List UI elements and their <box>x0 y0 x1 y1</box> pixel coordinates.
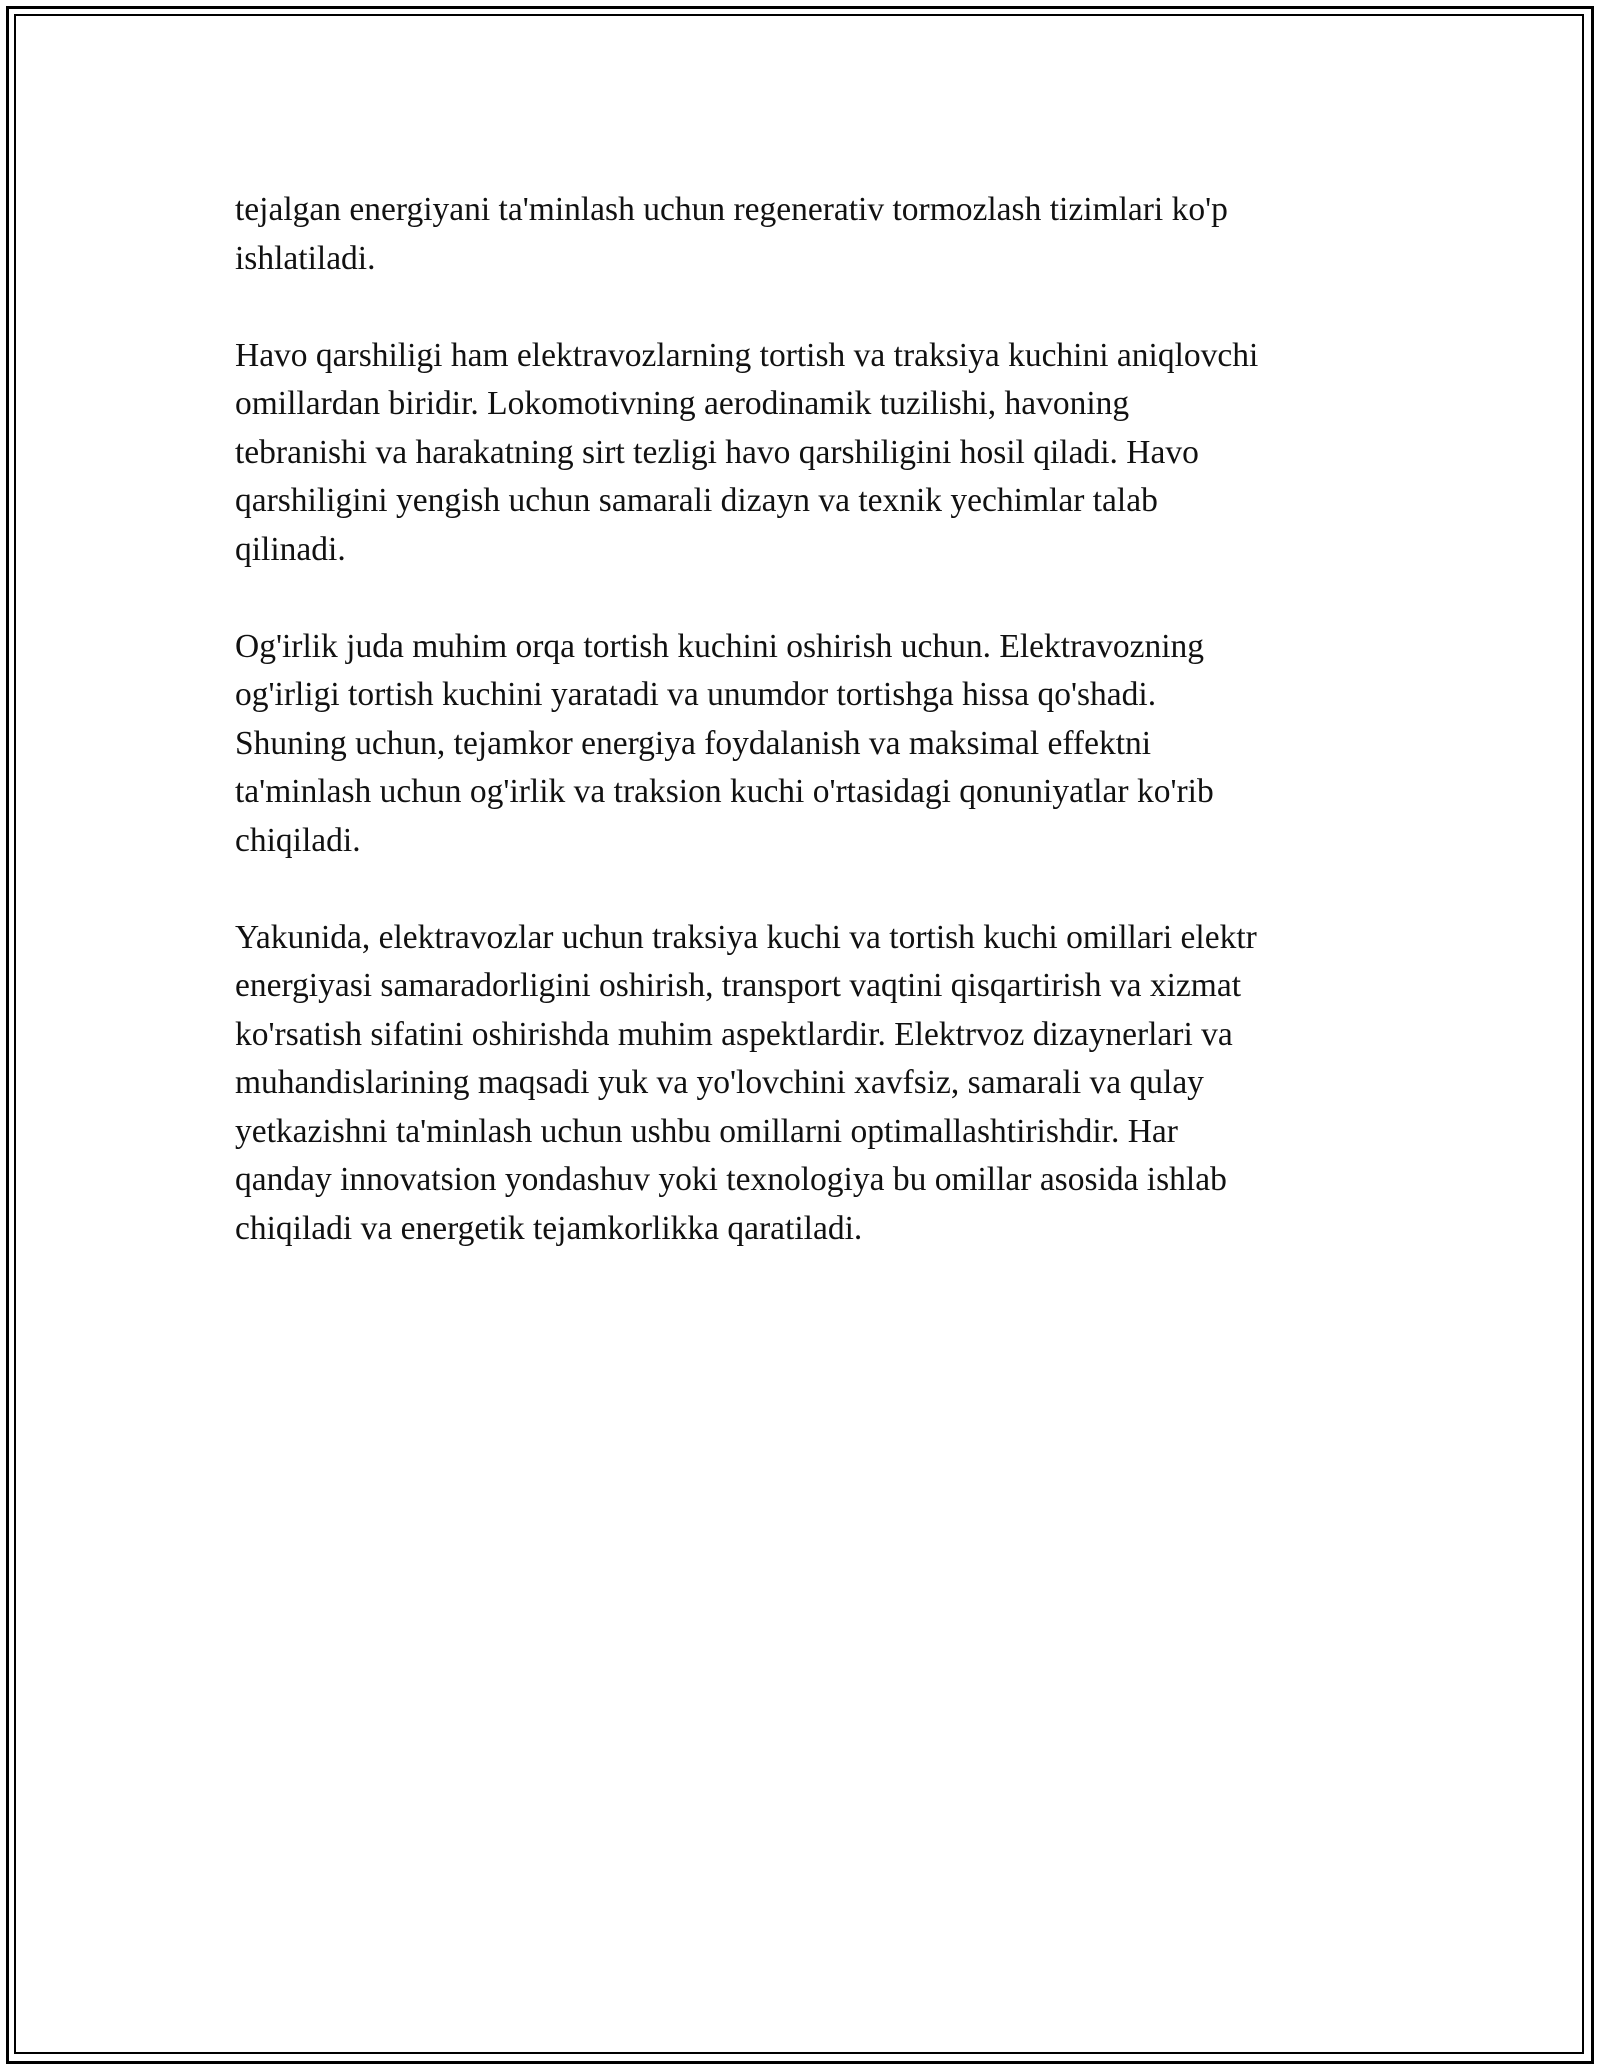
document-body <box>235 186 1365 1302</box>
paragraph-3: Og'irlik juda muhim orqa tortish kuchini oshirish uchun. Elektravozning og'irligi tortish kuchini yaratadi va unumdor tortishga hissa qo'shadi. Shuning uchun, tejamkor energiya foydalanish va maksimal effektni ta'minlash uchun og'irlik va traksion kuchi o'rtasidagi qonuniyatlar ko'rib chiqiladi. <box>235 627 1214 859</box>
paragraph-1: tejalgan energiyani ta'minlash uchun regenerativ tormozlash tizimlari ko'p ishlatiladi. <box>235 191 1228 277</box>
paragraph-2: Havo qarshiligi ham elektravozlarning tortish va traksiya kuchini aniqlovchi omillardan biridir. Lokomotivning aerodinamik tuzilishi, havoning tebranishi va harakatning sirt tezligi havo qarshiligini hosil qiladi. Havo qarshiligini yengish uchun samarali dizayn va texnik yechimlar talab qilinadi. <box>235 336 1259 568</box>
paragraph-4: Yakunida, elektravozlar uchun traksiya kuchi va tortish kuchi omillari elektr energiyasi samaradorligini oshirish, transport vaqtini qisqartirish va xizmat ko'rsatish sifatini oshirishda muhim aspektlardir. Elektrvoz dizaynerlari va muhandislarining maqsadi yuk va yo'lovchini xavfsiz, samarali va qulay yetkazishni ta'minlash uchun ushbu omillarni optimallashtirishdir. Har qanday innovatsion yondashuv yoki texnologiya bu omillar asosida ishlab chiqiladi va energetik tejamkorlikka qaratiladi. <box>235 918 1257 1247</box>
